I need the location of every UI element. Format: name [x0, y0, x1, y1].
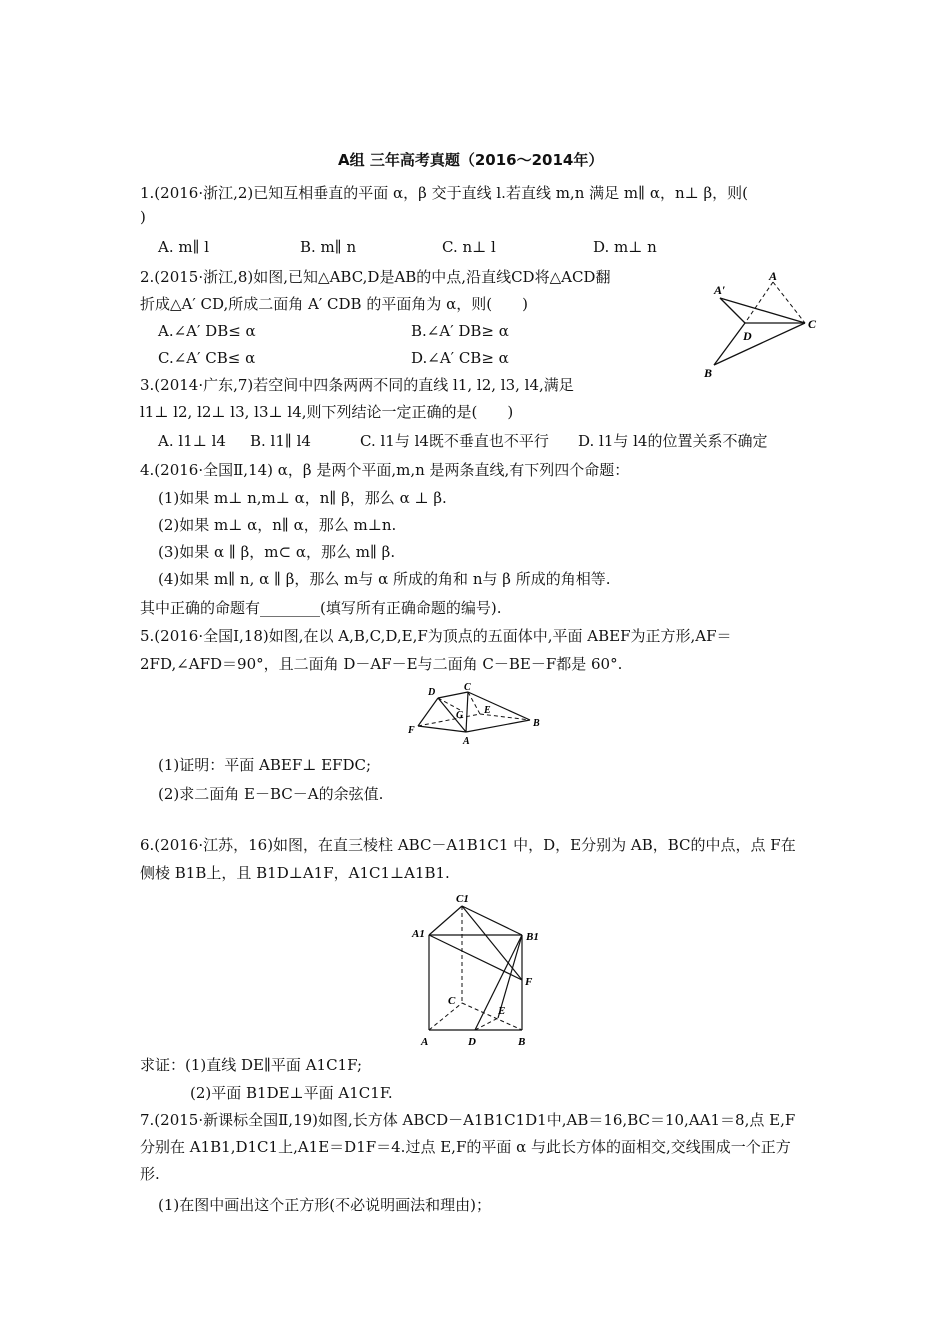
q2-stem-line1: 2.(2015·浙江,8)如图,已知△ABC,D是AB的中点,沿直线CD将△ACD翻 — [140, 268, 611, 286]
q5-label-a: A — [463, 736, 470, 747]
q5-edge-ca — [466, 692, 468, 732]
q2-edge-ad — [745, 282, 773, 323]
q2-label-a: A — [769, 269, 778, 283]
q6-edge-cb — [462, 1003, 522, 1030]
q5-part-1: (1)证明：平面 ABEF⊥ EFDC; — [158, 756, 372, 774]
q6-label-c1: C1 — [456, 893, 469, 905]
q4-item-3: (3)如果 α ∥ β，m⊂ α，那么 m∥ β. — [158, 543, 396, 561]
q5-label-e: E — [484, 705, 491, 716]
q5-stem-line1: 5.(2016·全国Ⅰ,18)如图,在以 A,B,C,D,E,F为顶点的五面体中,平面 ABEF为正方形,AF＝ — [140, 627, 732, 645]
q6-label-c: C — [448, 995, 456, 1007]
q5-label-c: C — [464, 682, 471, 693]
q6-proof-1: 求证：(1)直线 DE∥平面 A1C1F; — [140, 1056, 363, 1074]
q2-edge-ac — [773, 282, 805, 323]
q5-edge-dg — [438, 698, 460, 710]
q6-label-b1: B1 — [526, 931, 539, 943]
q1-option-d: D. m⊥ n — [593, 238, 657, 256]
q6-label-d: D — [468, 1036, 476, 1048]
q6-label-f: F — [525, 976, 533, 988]
q5-figure — [400, 680, 550, 748]
q5-edge-df — [418, 698, 438, 726]
q6-edge-c1f — [462, 906, 522, 980]
section-title: A组 三年高考真题（2016～2014年） — [338, 151, 604, 169]
q2-stem-line2: 折成△A′ CD,所成二面角 A′ CDB 的平面角为 α，则( ) — [140, 295, 528, 313]
q5-edge-cb — [468, 692, 530, 720]
q6-label-a1: A1 — [412, 928, 425, 940]
q3-option-b: B. l1∥ l4 — [250, 432, 311, 450]
q4-item-1: (1)如果 m⊥ n,m⊥ α，n∥ β，那么 α ⊥ β. — [158, 489, 447, 507]
q2-edge-db — [714, 323, 745, 365]
q5-label-d: D — [428, 687, 436, 698]
q5-label-f: F — [408, 725, 415, 736]
q2-label-b: B — [704, 366, 713, 380]
q3-stem-line1: 3.(2014·广东,7)若空间中四条两两不同的直线 l1, l2, l3, l4,满足 — [140, 376, 574, 394]
q6-stem-line1: 6.(2016·江苏，16)如图，在直三棱柱 ABC－A1B1C1 中，D，E分别为 AB，BC的中点，点 F在 — [140, 836, 796, 854]
q5-part-2: (2)求二面角 E－BC－A的余弦值. — [158, 785, 384, 803]
q2-option-d: D.∠A′ CB≥ α — [411, 349, 509, 367]
q5-edge-fa — [418, 726, 466, 732]
q1-option-a: A. m∥ l — [158, 238, 210, 256]
q2-figure — [700, 268, 825, 383]
q6-edge-a1f — [429, 935, 522, 980]
q3-option-c: C. l1与 l4既不垂直也不平行 — [360, 432, 549, 450]
q6-label-e: E — [498, 1005, 506, 1017]
q3-stem-line2: l1⊥ l2, l2⊥ l3, l3⊥ l4,则下列结论一定正确的是( ) — [140, 403, 514, 421]
q6-label-b: B — [518, 1036, 526, 1048]
q6-edge-a1c1 — [429, 906, 462, 935]
q4-item-2: (2)如果 m⊥ α，n∥ α，那么 m⊥n. — [158, 516, 397, 534]
q2-edge-bc — [714, 323, 805, 365]
q5-stem-line2: 2FD,∠AFD＝90°，且二面角 D－AF－E与二面角 C－BE－F都是 60°. — [140, 655, 623, 673]
q3-option-d: D. l1与 l4的位置关系不确定 — [578, 432, 768, 450]
q6-edge-c1b1 — [462, 906, 522, 935]
q7-stem-line3: 形. — [140, 1165, 160, 1183]
q6-label-a: A — [421, 1036, 429, 1048]
q5-label-g: G — [456, 710, 464, 721]
q5-label-b: B — [533, 718, 540, 729]
q1-stem-line1: 1.(2016·浙江,2)已知互相垂直的平面 α，β 交于直线 l.若直线 m,n 满足 m∥ α，n⊥ β，则( — [140, 184, 749, 202]
q7-part-1: (1)在图中画出这个正方形(不必说明画法和理由)； — [158, 1196, 491, 1214]
q7-stem-line2: 分别在 A1B1,D1C1上,A1E＝D1F＝4.过点 E,F的平面 α 与此长方体的面相交,交线围成一个正方 — [140, 1138, 791, 1156]
q2-option-a: A.∠A′ DB≤ α — [158, 322, 256, 340]
q1-option-c: C. n⊥ l — [442, 238, 496, 256]
q4-item-4: (4)如果 m∥ n, α ∥ β，那么 m与 α 所成的角和 n与 β 所成的角相等. — [158, 570, 611, 588]
q2-label-c: C — [808, 317, 817, 331]
q4-stem: 4.(2016·全国Ⅱ,14) α，β 是两个平面,m,n 是两条直线,有下列四个命题： — [140, 461, 630, 479]
q6-edge-ac — [429, 1003, 462, 1030]
q2-option-b: B.∠A′ DB≥ α — [411, 322, 509, 340]
q6-figure — [408, 888, 548, 1050]
q1-stem-line2: ) — [140, 208, 146, 226]
q6-stem-line2: 侧棱 B1B上，且 B1D⊥A1F，A1C1⊥A1B1. — [140, 864, 450, 882]
q2-option-c: C.∠A′ CB≤ α — [158, 349, 256, 367]
q1-option-b: B. m∥ n — [300, 238, 357, 256]
q4-tail: 其中正确的命题有________(填写所有正确命题的编号). — [140, 599, 502, 617]
q2-label-d: D — [743, 329, 752, 343]
q2-label-a-prime: A′ — [714, 283, 726, 297]
q7-stem-line1: 7.(2015·新课标全国Ⅱ,19)如图,长方体 ABCD－A1B1C1D1中,AB＝16,BC＝10,AA1＝8,点 E,F — [140, 1111, 796, 1129]
q5-edge-ab — [466, 720, 530, 732]
q6-proof-2: (2)平面 B1DE⊥平面 A1C1F. — [190, 1084, 393, 1102]
q3-option-a: A. l1⊥ l4 — [158, 432, 226, 450]
q5-edge-fe — [418, 714, 480, 726]
